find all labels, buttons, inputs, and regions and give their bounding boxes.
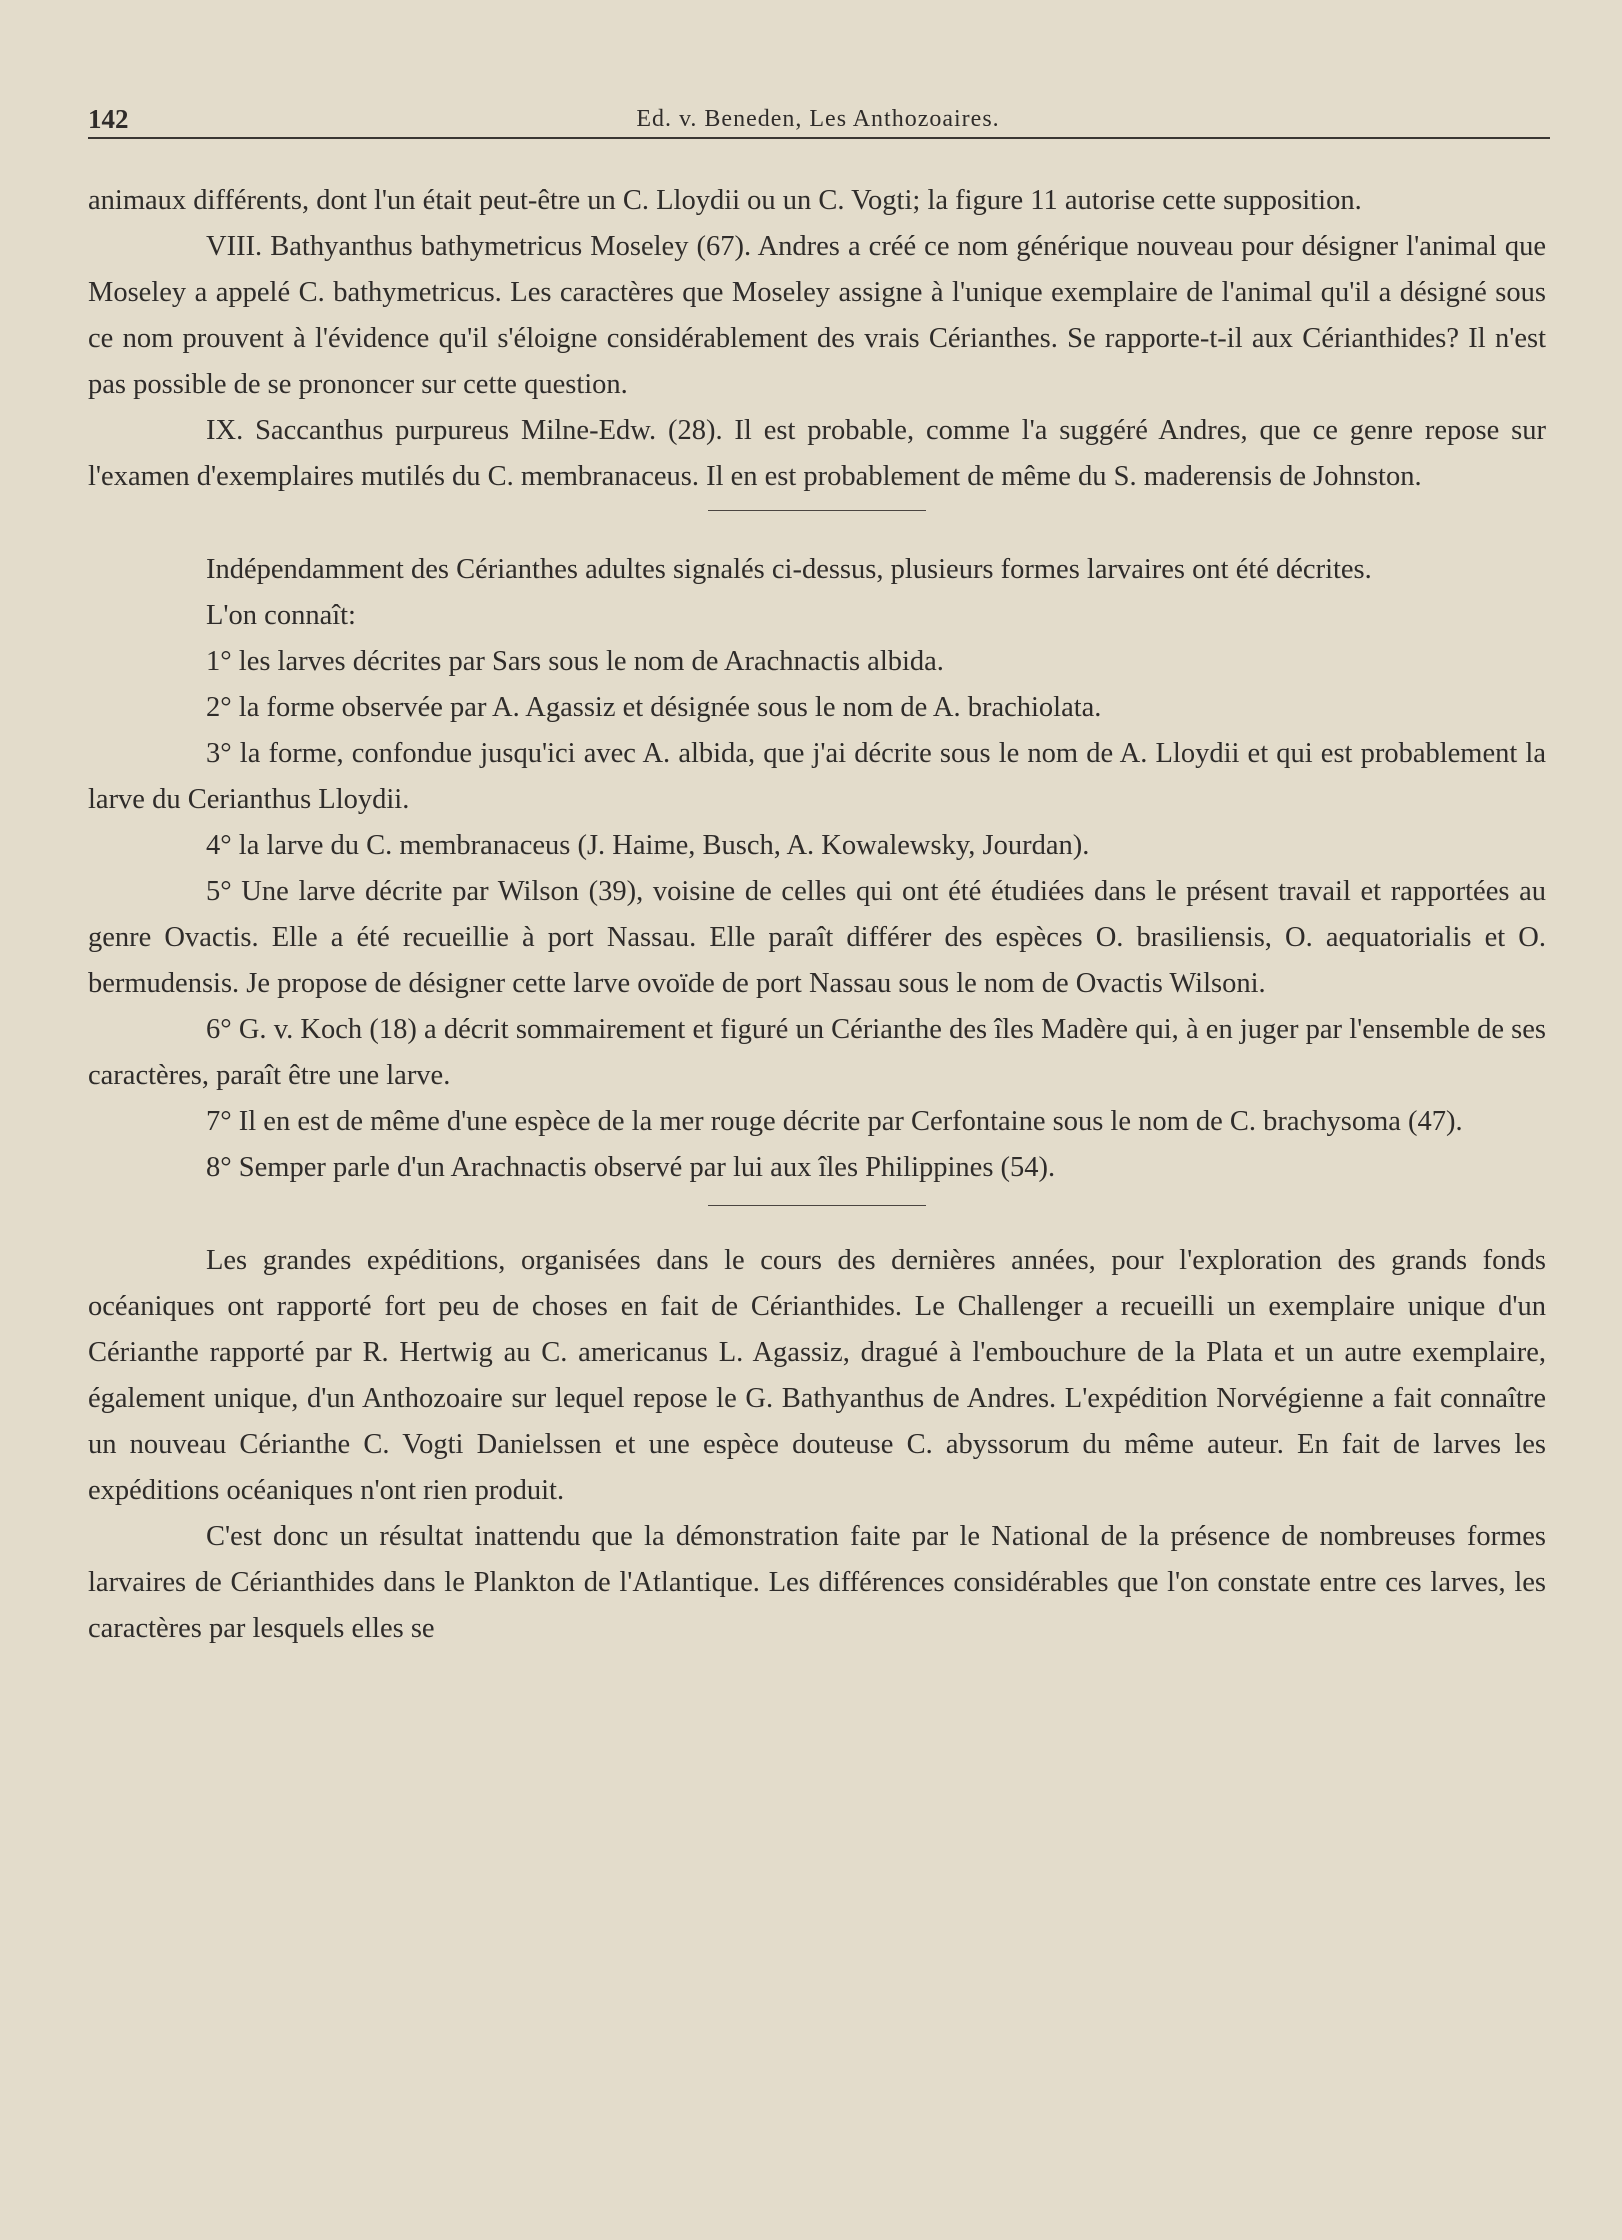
list-item: 7° Il en est de même d'une espèce de la mer rouge décrite par Cerfontaine sous le nom de C. brachysoma (47). bbox=[206, 1106, 1463, 1137]
running-title: Ed. v. Beneden, Les Anthozoaires. bbox=[636, 106, 1000, 132]
paragraph: animaux différents, dont l'un était peut-être un C. Lloydii ou un C. Vogti; la figure 11 autorise cette supposition. bbox=[88, 185, 1362, 216]
paragraph: Indépendamment des Cérianthes adultes signalés ci-dessus, plusieurs formes larvaires ont été décrites. bbox=[206, 554, 1372, 585]
page-header bbox=[88, 104, 1548, 140]
list-item: 3° la forme, confondue jusqu'ici avec A. albida, que j'ai décrite sous le nom de A. Lloydii et qui est probablement la larve du Cerianthus Lloydii. bbox=[88, 738, 1546, 815]
list-item: 1° les larves décrites par Sars sous le nom de Arachnactis albida. bbox=[206, 646, 944, 677]
section-separator bbox=[708, 510, 926, 511]
paragraph: IX. Saccanthus purpureus Milne-Edw. (28). Il est probable, comme l'a suggéré Andres, que ce genre repose sur l'examen d'exemplaires mutilés du C. membranaceus. Il en est probablement de même du S. maderensis de Johnston. bbox=[88, 415, 1546, 492]
paragraph: Les grandes expéditions, organisées dans le cours des dernières années, pour l'exploration des grands fonds océaniques ont rapporté fort peu de choses en fait de Cérianthides. Le Challenger a recueilli un exemplaire unique d'un Cérianthe rapporté par R. Hertwig au C. americanus L. Agassiz, dragué à l'embouchure de la Plata et un autre exemplaire, également unique, d'un Anthozoaire sur lequel repose le G. Bathyanthus de Andres. L'expédition Norvégienne a fait connaître un nouveau Cérianthe C. Vogti Danielssen et une espèce douteuse C. abyssorum du même auteur. En fait de larves les expéditions océaniques n'ont rien produit. bbox=[88, 1245, 1546, 1506]
list-item: 2° la forme observée par A. Agassiz et désignée sous le nom de A. brachiolata. bbox=[206, 692, 1102, 723]
list-item: 4° la larve du C. membranaceus (J. Haime, Busch, A. Kowalewsky, Jourdan). bbox=[206, 830, 1090, 861]
page-number: 142 bbox=[88, 104, 129, 134]
paragraph: C'est donc un résultat inattendu que la démonstration faite par le National de la présence de nombreuses formes larvaires de Cérianthides dans le Plankton de l'Atlantique. Les différences considérables que l'on constate entre ces larves, les caractères par lesquels elles se bbox=[88, 1521, 1546, 1644]
page-body bbox=[88, 178, 1546, 1652]
paragraph: L'on connaît: bbox=[206, 600, 356, 631]
list-item: 5° Une larve décrite par Wilson (39), voisine de celles qui ont été étudiées dans le présent travail et rapportées au genre Ovactis. Elle a été recueillie à port Nassau. Elle paraît différer des espèces O. brasiliensis, O. aequatorialis et O. bermudensis. Je propose de désigner cette larve ovoïde de port Nassau sous le nom de Ovactis Wilsoni. bbox=[88, 876, 1546, 999]
list-item: 6° G. v. Koch (18) a décrit sommairement et figuré un Cérianthe des îles Madère qui, à en juger par l'ensemble de ses caractères, paraît être une larve. bbox=[88, 1014, 1546, 1091]
section-separator bbox=[708, 1205, 926, 1206]
paragraph: VIII. Bathyanthus bathymetricus Moseley (67). Andres a créé ce nom générique nouveau pour désigner l'animal que Moseley a appelé C. bathymetricus. Les caractères que Moseley assigne à l'unique exemplaire de l'animal qu'il a désigné sous ce nom prouvent à l'évidence qu'il s'éloigne considérablement des vrais Cérianthes. Se rapporte-t-il aux Cérianthides? Il n'est pas possible de se prononcer sur cette question. bbox=[88, 231, 1546, 400]
header-rule bbox=[88, 137, 1550, 139]
list-item: 8° Semper parle d'un Arachnactis observé par lui aux îles Philippines (54). bbox=[206, 1152, 1056, 1183]
